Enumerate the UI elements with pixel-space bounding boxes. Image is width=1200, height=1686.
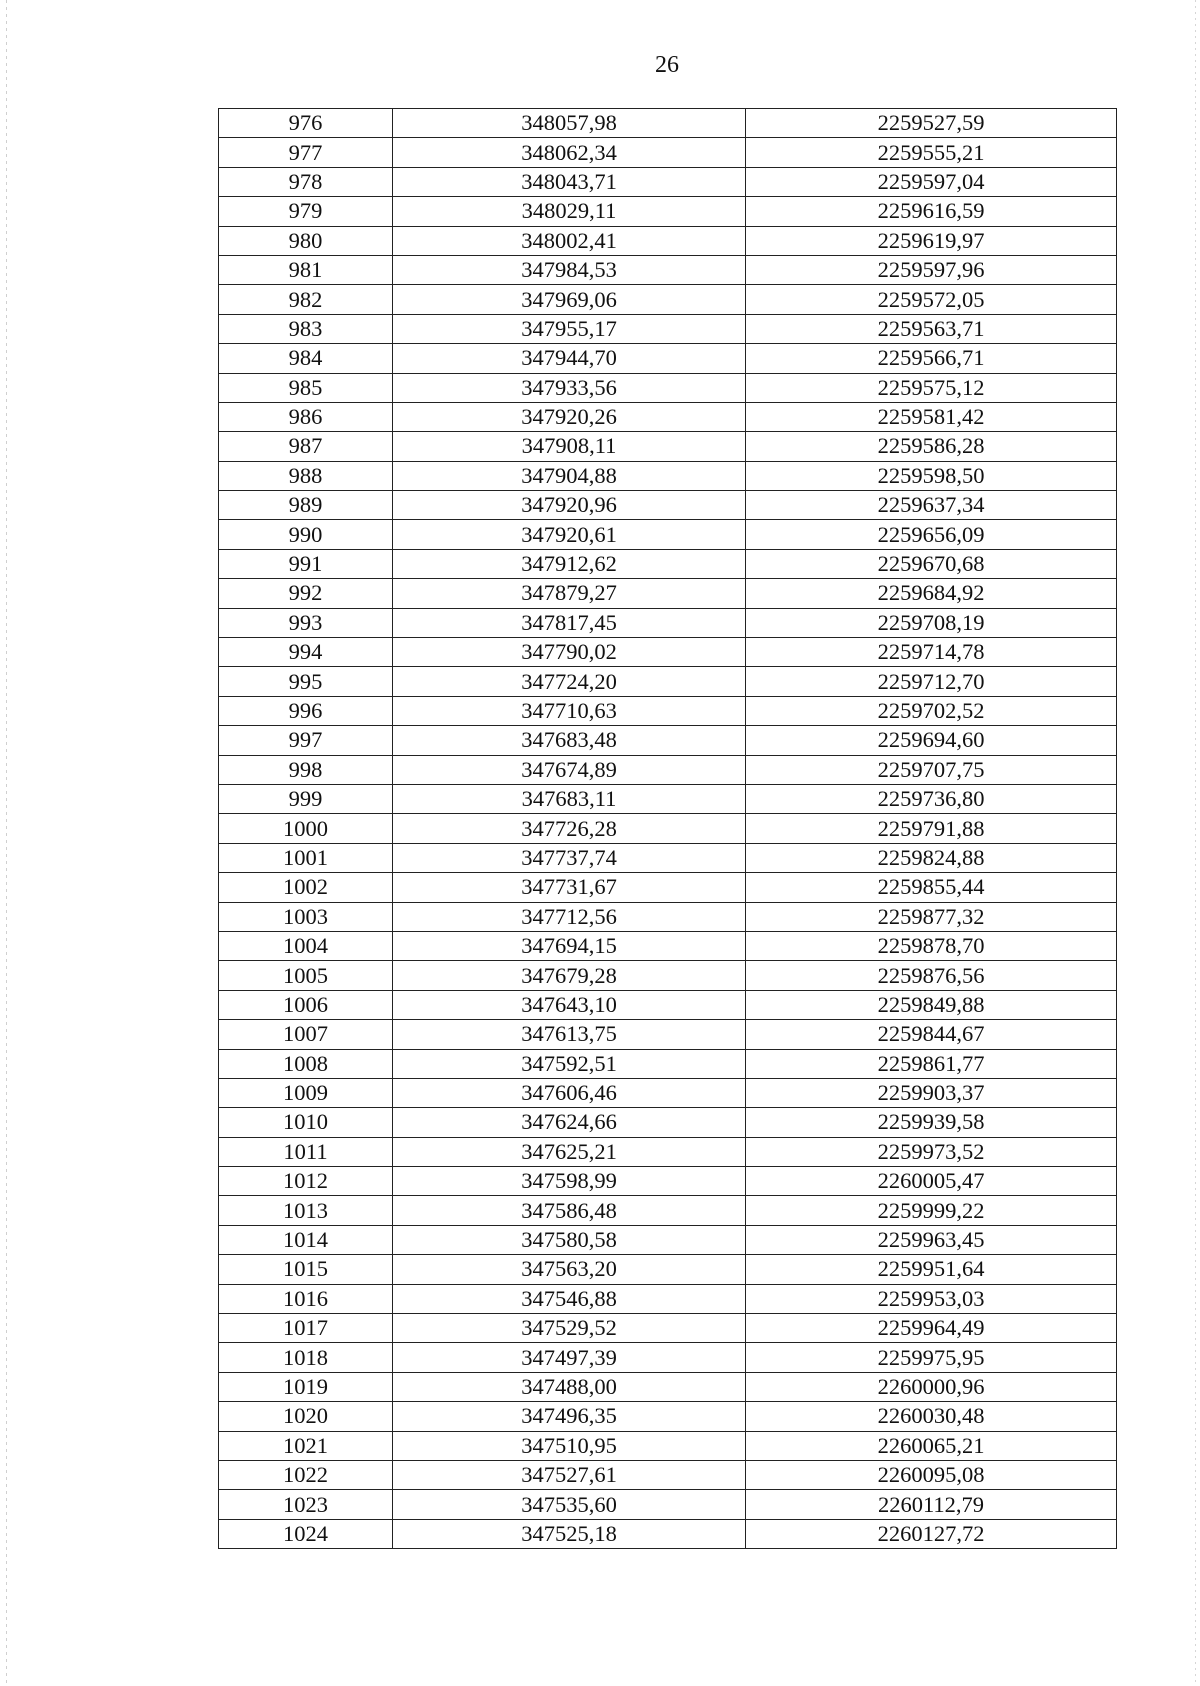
point-number-cell: 998 (219, 755, 393, 784)
table-row (219, 138, 1117, 167)
point-number-cell: 1007 (219, 1020, 393, 1049)
table-row (219, 549, 1117, 578)
point-number-cell: 976 (219, 109, 393, 138)
x-coordinate-cell: 347679,28 (393, 961, 746, 990)
y-coordinate-cell: 2260112,79 (746, 1490, 1117, 1519)
x-coordinate-cell: 348043,71 (393, 167, 746, 196)
y-coordinate-cell: 2259694,60 (746, 726, 1117, 755)
y-coordinate-cell: 2259844,67 (746, 1020, 1117, 1049)
table-row (219, 1519, 1117, 1548)
point-number-cell: 1018 (219, 1343, 393, 1372)
x-coordinate-cell: 347933,56 (393, 373, 746, 402)
x-coordinate-cell: 347944,70 (393, 344, 746, 373)
table-row (219, 1108, 1117, 1137)
x-coordinate-cell: 348029,11 (393, 197, 746, 226)
y-coordinate-cell: 2259637,34 (746, 491, 1117, 520)
y-coordinate-cell: 2259598,50 (746, 461, 1117, 490)
y-coordinate-cell: 2259656,09 (746, 520, 1117, 549)
y-coordinate-cell: 2259714,78 (746, 638, 1117, 667)
point-number-cell: 977 (219, 138, 393, 167)
x-coordinate-cell: 347694,15 (393, 931, 746, 960)
x-coordinate-cell: 347527,61 (393, 1460, 746, 1489)
point-number-cell: 1000 (219, 814, 393, 843)
point-number-cell: 979 (219, 197, 393, 226)
x-coordinate-cell: 348062,34 (393, 138, 746, 167)
point-number-cell: 978 (219, 167, 393, 196)
y-coordinate-cell: 2260127,72 (746, 1519, 1117, 1548)
x-coordinate-cell: 347580,58 (393, 1225, 746, 1254)
x-coordinate-cell: 347683,48 (393, 726, 746, 755)
y-coordinate-cell: 2259951,64 (746, 1255, 1117, 1284)
y-coordinate-cell: 2259527,59 (746, 109, 1117, 138)
table-row (219, 1137, 1117, 1166)
point-number-cell: 1006 (219, 990, 393, 1019)
y-coordinate-cell: 2259876,56 (746, 961, 1117, 990)
y-coordinate-cell: 2259708,19 (746, 608, 1117, 637)
table-row (219, 1225, 1117, 1254)
y-coordinate-cell: 2259736,80 (746, 784, 1117, 813)
table-row (219, 931, 1117, 960)
y-coordinate-cell: 2259575,12 (746, 373, 1117, 402)
point-number-cell: 1017 (219, 1314, 393, 1343)
point-number-cell: 990 (219, 520, 393, 549)
scan-edge-left (6, 0, 7, 1686)
x-coordinate-cell: 347712,56 (393, 902, 746, 931)
point-number-cell: 1012 (219, 1167, 393, 1196)
point-number-cell: 1024 (219, 1519, 393, 1548)
x-coordinate-cell: 348002,41 (393, 226, 746, 255)
table-row (219, 226, 1117, 255)
x-coordinate-cell: 347497,39 (393, 1343, 746, 1372)
x-coordinate-cell: 348057,98 (393, 109, 746, 138)
y-coordinate-cell: 2259712,70 (746, 667, 1117, 696)
point-number-cell: 989 (219, 491, 393, 520)
y-coordinate-cell: 2259581,42 (746, 402, 1117, 431)
y-coordinate-cell: 2259953,03 (746, 1284, 1117, 1313)
x-coordinate-cell: 347817,45 (393, 608, 746, 637)
table-row (219, 461, 1117, 490)
point-number-cell: 1001 (219, 843, 393, 872)
table-row (219, 344, 1117, 373)
table-row (219, 784, 1117, 813)
table-row (219, 1431, 1117, 1460)
y-coordinate-cell: 2259563,71 (746, 314, 1117, 343)
table-row (219, 579, 1117, 608)
x-coordinate-cell: 347710,63 (393, 696, 746, 725)
table-row (219, 755, 1117, 784)
x-coordinate-cell: 347969,06 (393, 285, 746, 314)
point-number-cell: 1004 (219, 931, 393, 960)
table-row (219, 1343, 1117, 1372)
point-number-cell: 991 (219, 549, 393, 578)
point-number-cell: 1020 (219, 1402, 393, 1431)
x-coordinate-cell: 347546,88 (393, 1284, 746, 1313)
point-number-cell: 1021 (219, 1431, 393, 1460)
table-row (219, 726, 1117, 755)
table-row (219, 873, 1117, 902)
y-coordinate-cell: 2259566,71 (746, 344, 1117, 373)
point-number-cell: 1011 (219, 1137, 393, 1166)
y-coordinate-cell: 2260065,21 (746, 1431, 1117, 1460)
point-number-cell: 1016 (219, 1284, 393, 1313)
x-coordinate-cell: 347606,46 (393, 1078, 746, 1107)
page-number: 26 (655, 52, 679, 78)
table-row (219, 1314, 1117, 1343)
point-number-cell: 981 (219, 255, 393, 284)
x-coordinate-cell: 347683,11 (393, 784, 746, 813)
y-coordinate-cell: 2259973,52 (746, 1137, 1117, 1166)
table-row (219, 1078, 1117, 1107)
y-coordinate-cell: 2259903,37 (746, 1078, 1117, 1107)
y-coordinate-cell: 2259597,96 (746, 255, 1117, 284)
x-coordinate-cell: 347726,28 (393, 814, 746, 843)
table-row (219, 843, 1117, 872)
point-number-cell: 1009 (219, 1078, 393, 1107)
x-coordinate-cell: 347912,62 (393, 549, 746, 578)
y-coordinate-cell: 2259849,88 (746, 990, 1117, 1019)
y-coordinate-cell: 2260095,08 (746, 1460, 1117, 1489)
y-coordinate-cell: 2259855,44 (746, 873, 1117, 902)
point-number-cell: 1005 (219, 961, 393, 990)
x-coordinate-cell: 347984,53 (393, 255, 746, 284)
y-coordinate-cell: 2259619,97 (746, 226, 1117, 255)
table-row (219, 1196, 1117, 1225)
y-coordinate-cell: 2260000,96 (746, 1372, 1117, 1401)
point-number-cell: 999 (219, 784, 393, 813)
y-coordinate-cell: 2259791,88 (746, 814, 1117, 843)
scan-edge-right (1195, 0, 1196, 1686)
table-row (219, 285, 1117, 314)
table-row (219, 608, 1117, 637)
x-coordinate-cell: 347908,11 (393, 432, 746, 461)
point-number-cell: 1013 (219, 1196, 393, 1225)
x-coordinate-cell: 347955,17 (393, 314, 746, 343)
x-coordinate-cell: 347525,18 (393, 1519, 746, 1548)
x-coordinate-cell: 347488,00 (393, 1372, 746, 1401)
point-number-cell: 993 (219, 608, 393, 637)
point-number-cell: 994 (219, 638, 393, 667)
x-coordinate-cell: 347737,74 (393, 843, 746, 872)
table-row (219, 1372, 1117, 1401)
x-coordinate-cell: 347643,10 (393, 990, 746, 1019)
x-coordinate-cell: 347920,96 (393, 491, 746, 520)
x-coordinate-cell: 347613,75 (393, 1020, 746, 1049)
y-coordinate-cell: 2259684,92 (746, 579, 1117, 608)
table-row (219, 1020, 1117, 1049)
point-number-cell: 997 (219, 726, 393, 755)
y-coordinate-cell: 2259975,95 (746, 1343, 1117, 1372)
point-number-cell: 1023 (219, 1490, 393, 1519)
table-row (219, 402, 1117, 431)
table-row (219, 109, 1117, 138)
table-row (219, 1460, 1117, 1489)
point-number-cell: 995 (219, 667, 393, 696)
x-coordinate-cell: 347529,52 (393, 1314, 746, 1343)
point-number-cell: 988 (219, 461, 393, 490)
y-coordinate-cell: 2259861,77 (746, 1049, 1117, 1078)
x-coordinate-cell: 347625,21 (393, 1137, 746, 1166)
table-row (219, 696, 1117, 725)
table-row (219, 520, 1117, 549)
x-coordinate-cell: 347563,20 (393, 1255, 746, 1284)
table-row (219, 373, 1117, 402)
x-coordinate-cell: 347674,89 (393, 755, 746, 784)
table-row (219, 1255, 1117, 1284)
y-coordinate-cell: 2259999,22 (746, 1196, 1117, 1225)
table-row (219, 1167, 1117, 1196)
point-number-cell: 992 (219, 579, 393, 608)
x-coordinate-cell: 347535,60 (393, 1490, 746, 1519)
table-row (219, 314, 1117, 343)
y-coordinate-cell: 2259616,59 (746, 197, 1117, 226)
table-row (219, 990, 1117, 1019)
table-row (219, 1402, 1117, 1431)
table-row (219, 1049, 1117, 1078)
y-coordinate-cell: 2259877,32 (746, 902, 1117, 931)
x-coordinate-cell: 347586,48 (393, 1196, 746, 1225)
x-coordinate-cell: 347510,95 (393, 1431, 746, 1460)
table-row (219, 814, 1117, 843)
y-coordinate-cell: 2259939,58 (746, 1108, 1117, 1137)
x-coordinate-cell: 347920,26 (393, 402, 746, 431)
y-coordinate-cell: 2259707,75 (746, 755, 1117, 784)
y-coordinate-cell: 2259555,21 (746, 138, 1117, 167)
y-coordinate-cell: 2259824,88 (746, 843, 1117, 872)
point-number-cell: 985 (219, 373, 393, 402)
y-coordinate-cell: 2259572,05 (746, 285, 1117, 314)
x-coordinate-cell: 347920,61 (393, 520, 746, 549)
table-row (219, 1490, 1117, 1519)
point-number-cell: 996 (219, 696, 393, 725)
y-coordinate-cell: 2259702,52 (746, 696, 1117, 725)
y-coordinate-cell: 2259963,45 (746, 1225, 1117, 1254)
point-number-cell: 984 (219, 344, 393, 373)
y-coordinate-cell: 2260005,47 (746, 1167, 1117, 1196)
y-coordinate-cell: 2259586,28 (746, 432, 1117, 461)
y-coordinate-cell: 2259878,70 (746, 931, 1117, 960)
table-row (219, 432, 1117, 461)
coordinates-table-body (219, 109, 1117, 1549)
x-coordinate-cell: 347496,35 (393, 1402, 746, 1431)
point-number-cell: 986 (219, 402, 393, 431)
y-coordinate-cell: 2259597,04 (746, 167, 1117, 196)
point-number-cell: 1010 (219, 1108, 393, 1137)
point-number-cell: 1008 (219, 1049, 393, 1078)
table-row (219, 197, 1117, 226)
point-number-cell: 987 (219, 432, 393, 461)
point-number-cell: 1014 (219, 1225, 393, 1254)
x-coordinate-cell: 347879,27 (393, 579, 746, 608)
table-row (219, 902, 1117, 931)
table-row (219, 1284, 1117, 1313)
y-coordinate-cell: 2259964,49 (746, 1314, 1117, 1343)
x-coordinate-cell: 347724,20 (393, 667, 746, 696)
x-coordinate-cell: 347592,51 (393, 1049, 746, 1078)
x-coordinate-cell: 347790,02 (393, 638, 746, 667)
x-coordinate-cell: 347624,66 (393, 1108, 746, 1137)
y-coordinate-cell: 2260030,48 (746, 1402, 1117, 1431)
point-number-cell: 1022 (219, 1460, 393, 1489)
x-coordinate-cell: 347904,88 (393, 461, 746, 490)
point-number-cell: 983 (219, 314, 393, 343)
table-row (219, 667, 1117, 696)
x-coordinate-cell: 347598,99 (393, 1167, 746, 1196)
point-number-cell: 1015 (219, 1255, 393, 1284)
table-row (219, 167, 1117, 196)
point-number-cell: 1019 (219, 1372, 393, 1401)
table-row (219, 961, 1117, 990)
point-number-cell: 980 (219, 226, 393, 255)
coordinates-table (218, 108, 1117, 1549)
table-row (219, 638, 1117, 667)
table-row (219, 255, 1117, 284)
y-coordinate-cell: 2259670,68 (746, 549, 1117, 578)
point-number-cell: 982 (219, 285, 393, 314)
table-row (219, 491, 1117, 520)
point-number-cell: 1003 (219, 902, 393, 931)
point-number-cell: 1002 (219, 873, 393, 902)
x-coordinate-cell: 347731,67 (393, 873, 746, 902)
